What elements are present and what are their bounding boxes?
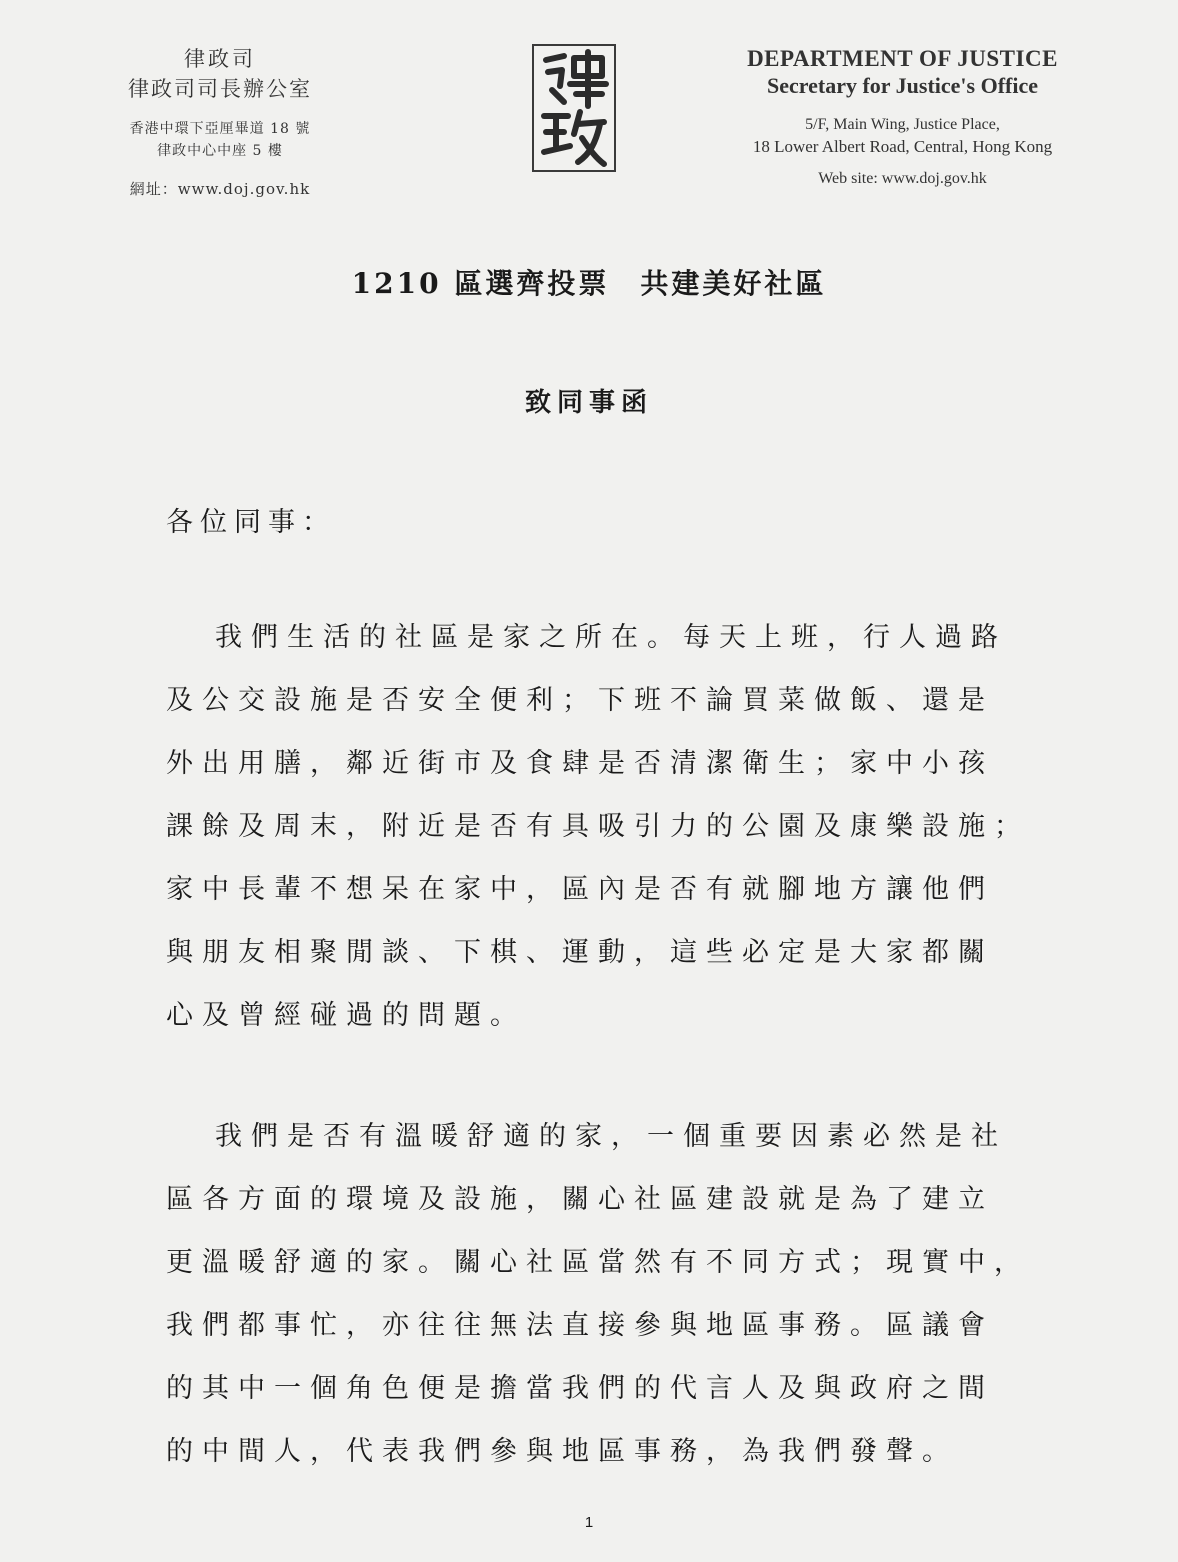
seal-glyph-icon (534, 46, 614, 170)
paragraph-line: 的中間人，代表我們參與地區事務，為我們發聲。 (166, 1436, 958, 1467)
en-department-name: DEPARTMENT OF JUSTICE (747, 46, 1058, 71)
letterhead-chinese (80, 44, 360, 199)
salutation: 各位同事： (166, 507, 336, 538)
paragraph-line: 與朋友相聚閒談、下棋、運動，這些必定是大家都關 (166, 937, 994, 968)
paragraph-1 (166, 618, 1030, 1059)
paragraph-line: 我們是否有溫暖舒適的家，一個重要因素必然是社 (215, 1121, 1007, 1152)
en-office-name: Secretary for Justice's Office (766, 73, 1039, 98)
zh-website: 網址：www.doj.gov.hk (129, 180, 311, 198)
paragraph-line: 心及曾經碰過的問題。 (166, 1000, 526, 1031)
zh-office-name: 律政司司長辦公室 (128, 77, 312, 101)
paragraph-line: 區各方面的環境及設施，關心社區建設就是為了建立 (166, 1184, 994, 1215)
doj-seal-logo (532, 44, 616, 172)
zh-address-line2: 律政中心中座 5 樓 (157, 143, 283, 159)
en-address-line2: 18 Lower Albert Road, Central, Hong Kong (752, 137, 1053, 156)
letter-subtitle: 致同事函 (524, 388, 653, 418)
letterhead-english (700, 46, 1105, 188)
paragraph-line: 的其中一個角色便是擔當我們的代言人及與政府之間 (166, 1373, 994, 1404)
paragraph-line: 及公交設施是否安全便利；下班不論買菜做飯、還是 (166, 685, 994, 716)
en-website: Web site: www.doj.gov.hk (818, 170, 987, 187)
paragraph-line: 課餘及周末，附近是否有具吸引力的公園及康樂設施； (166, 811, 1030, 842)
letter-title: 1210 區選齊投票 共建美好社區 (351, 267, 827, 300)
page-number: 1 (584, 1514, 594, 1531)
zh-department-name: 律政司 (184, 47, 256, 71)
paragraph-2 (166, 1117, 1030, 1495)
zh-address (80, 118, 360, 162)
paragraph-line: 家中長輩不想呆在家中，區內是否有就腳地方讓他們 (166, 874, 994, 905)
en-address-line1: 5/F, Main Wing, Justice Place, (805, 116, 1000, 133)
paragraph-line: 我們都事忙，亦往往無法直接參與地區事務。區議會 (166, 1310, 994, 1341)
paragraph-line: 更溫暖舒適的家。關心社區當然有不同方式；現實中， (166, 1247, 1030, 1278)
paragraph-line: 外出用膳，鄰近街市及食肆是否清潔衛生；家中小孩 (166, 748, 994, 779)
paragraph-line: 我們生活的社區是家之所在。每天上班，行人過路 (215, 622, 1007, 653)
zh-address-line1: 香港中環下亞厘畢道 18 號 (129, 121, 311, 137)
